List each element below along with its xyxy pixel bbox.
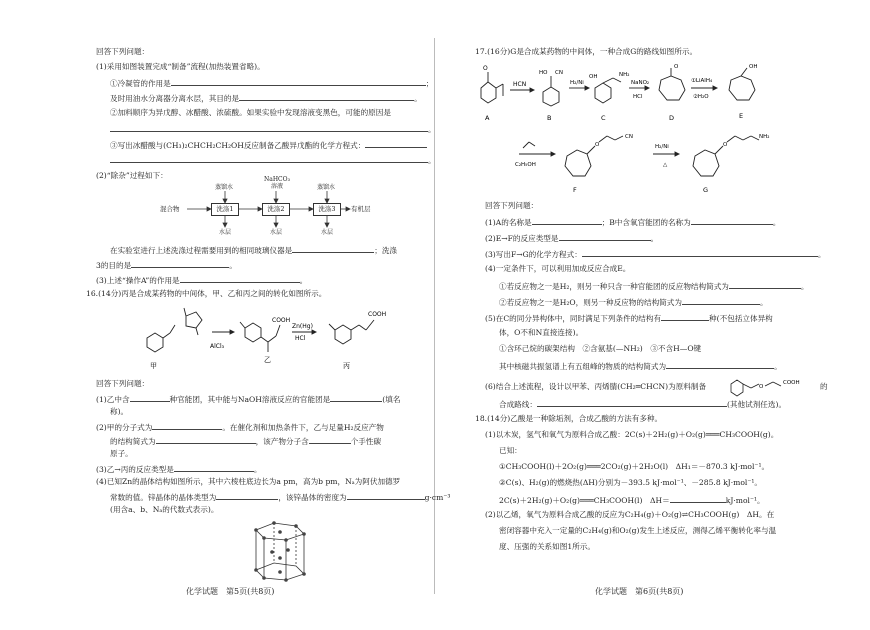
reagent-nano2: NaNO₂ xyxy=(631,80,650,86)
q18-p2: (2)以乙烯，氧气为原料合成乙酸的反应为C₂H₄(g)＋O₂(g)⇌CH₃COOH(g) ΔH。在 xyxy=(485,510,775,519)
page-footer: 化学试题 第5页(共8页) xyxy=(186,587,275,596)
flow-step-1: 洗涤1 xyxy=(211,203,239,216)
q1-stem: (1)采用如图装置完成“制备”流程(加热装置省略)。 xyxy=(96,62,265,71)
answer-blank[interactable] xyxy=(171,77,426,86)
q2-text1: 在实验室进行上述洗涤过程需要用到的相同玻璃仪器是 ；洗涤 xyxy=(110,246,398,255)
answer-blank[interactable] xyxy=(180,274,300,283)
q2-text2: 3的目的是 。 xyxy=(96,261,237,270)
water-layer-3: 水层 xyxy=(321,229,334,236)
q17-p3: (3)写出F→G的化学方程式： 。 xyxy=(485,250,826,259)
answer-blank[interactable] xyxy=(130,393,170,402)
b-cn: CN xyxy=(555,70,563,76)
answer-blank[interactable] xyxy=(670,494,726,503)
answer-blank[interactable] xyxy=(682,296,760,305)
q17-p2: (2)E→F的反应类型是 。 xyxy=(485,234,659,243)
answer-blank[interactable] xyxy=(309,435,351,444)
bing-cooh: COOH xyxy=(368,311,387,318)
answer-blank[interactable] xyxy=(110,154,428,163)
target-cooh: COOH xyxy=(783,380,800,386)
q16-p3: (3)乙→丙的反应类型是 。 xyxy=(96,465,262,474)
reagent-hcl: HCl xyxy=(295,335,306,342)
q16-intro: 回答下列问题： xyxy=(96,379,150,388)
b-ho: HO xyxy=(539,70,548,76)
q17-scheme-row2 xyxy=(515,126,815,198)
answer-blank[interactable] xyxy=(347,491,425,500)
q18-p1b: 已知： xyxy=(499,446,522,455)
answer-blank[interactable] xyxy=(537,398,727,407)
flow-step-2: 洗涤2 xyxy=(262,203,290,216)
q17-p5c: 体，O不和N直接连接)。 xyxy=(499,328,584,337)
answer-blank[interactable] xyxy=(330,393,382,402)
q1-c: ②加料顺序为异戊醇、冰醋酸、浓硫酸。如果实验中发现溶液变黑色，可能的原因是 xyxy=(110,108,391,117)
q1-d-blank: 。 xyxy=(110,154,436,166)
label-yi: 乙 xyxy=(264,356,271,364)
label-D: D xyxy=(669,114,675,122)
q17-header: 17.(16分)G是合成某药物的中间体，一种合成G的路线如图所示。 xyxy=(475,47,698,56)
label-G: G xyxy=(703,186,709,194)
q18-eq2: ②C(s)、H₂(g)的燃烧热(ΔH)分别为－393.5 kJ·mol⁻¹、－285.8 kJ·mol⁻¹。 xyxy=(499,478,762,487)
reagent-ethanol: C₂H₅OH xyxy=(515,162,536,168)
q3: (3)上述“操作A”的作用是 。 xyxy=(96,276,308,285)
answer-blank[interactable] xyxy=(216,491,278,500)
answer-blank[interactable] xyxy=(532,216,602,225)
c-nh2: NH₂ xyxy=(619,72,630,78)
answer-blank[interactable] xyxy=(691,216,773,225)
q17-p4: (4)一定条件下，可以利用加成反应合成E。 xyxy=(485,264,631,273)
label-C: C xyxy=(601,114,606,122)
q17-p4b: ②若反应物之一是H₂O，则另一种反应物的结构简式为 。 xyxy=(499,298,768,307)
target-o: O xyxy=(759,384,764,390)
reagent-3: 蒸馏水 xyxy=(317,184,336,191)
page-footer: 化学试题 第6页(共8页) xyxy=(595,587,684,596)
q17-intro: 回答下列问题： xyxy=(485,201,539,210)
reagent-alcl3: AlCl₃ xyxy=(210,343,225,350)
answer-blank[interactable] xyxy=(292,244,374,253)
answer-blank[interactable] xyxy=(365,139,427,148)
reagent-h2o: ②H₂O xyxy=(693,94,709,100)
f-o: O xyxy=(595,142,600,148)
answer-blank[interactable] xyxy=(239,92,414,101)
q18-header: 18.(14分)乙酸是一种除垢剂，合成乙酸的方法有多种。 xyxy=(475,414,663,423)
g-o: O xyxy=(723,142,728,148)
reagent-1: 蒸馏水 xyxy=(215,184,234,191)
c-oh: OH xyxy=(589,74,598,80)
d-o: O xyxy=(674,64,679,70)
q17-p1: (1)A的名称是 ；B中含氧官能团的名称为 。 xyxy=(485,218,781,227)
page-6 xyxy=(435,0,870,630)
q1-c-blank: 。 xyxy=(110,123,436,135)
reagent-lialh4: ①LiAlH₄ xyxy=(691,78,713,84)
q18-p1: (1)以木炭，氢气和氧气为原料合成乙酸：2C(s)＋2H₂(g)＋O₂(g)═══CH₃COOH(g)。 xyxy=(485,430,779,439)
q17-p5d: ①含环己烷的碳架结构 ②含氨基(—NH₂) ③不含H—O键 xyxy=(499,344,702,353)
water-layer-1: 水层 xyxy=(219,229,232,236)
f-cn: CN xyxy=(625,134,633,140)
q17-target-structure xyxy=(725,372,815,400)
q16-p2c: 的结构简式为 ，该产物分子含 个手性碳 xyxy=(110,437,382,446)
e-oh: OH xyxy=(749,64,758,70)
answer-blank[interactable] xyxy=(729,280,801,289)
answer-blank[interactable] xyxy=(110,123,428,132)
label-jia: 甲 xyxy=(150,362,157,370)
yi-cooh: COOH xyxy=(272,317,291,324)
q16-p2: (2)甲的分子式为 。在催化剂和加热条件下，乙与足量H₂反应产物 xyxy=(96,423,384,432)
reagent-h2ni-2: H₂/Ni xyxy=(655,144,669,150)
answer-blank[interactable] xyxy=(152,421,222,430)
reagent-znhg: Zn(Hg) xyxy=(292,323,313,330)
answer-blank[interactable] xyxy=(174,463,254,472)
q17-p5e: 其中核磁共振氢谱上有五组峰的物质的结构简式为 。 xyxy=(499,362,782,371)
q16-p4b: 常数的值。锌晶体的晶体类型为 ，该锌晶体的密度为 g·cm⁻³ xyxy=(110,493,451,502)
q1-d: ③写出冰醋酸与(CH₃)₂CHCH₂CH₂OH反应制备乙酸异戊酯的化学方程式： xyxy=(110,139,427,151)
g-nh2: NH₂ xyxy=(759,134,770,140)
q16-p2f: 原子。 xyxy=(110,449,133,458)
flow-step-3: 洗涤3 xyxy=(313,203,341,216)
q18-eq1: ①CH₃COOH(l)＋2O₂(g)═══2CO₂(g)＋2H₂O(l) ΔH₁＝－870.3 kJ·mol⁻¹。 xyxy=(499,462,770,471)
q16-header: 16.(14分)丙是合成某药物的中间体，甲、乙和丙之间的转化如图所示。 xyxy=(86,289,327,298)
q16-p4e: (用含a、b、Nₐ的代数式表示)。 xyxy=(110,505,219,514)
a-o-label: O xyxy=(483,65,488,72)
reagent-heat: △ xyxy=(663,162,668,168)
answer-blank[interactable] xyxy=(156,435,256,444)
reagent-hcn: HCN xyxy=(513,81,527,88)
answer-blank[interactable] xyxy=(666,360,774,369)
intro-text: 回答下列问题： xyxy=(96,47,150,56)
q16-p1: (1)乙中含 种官能团，其中能与NaOH溶液反应的官能团是 (填名 xyxy=(96,395,401,404)
reagent-h2ni: H₂/Ni xyxy=(570,80,584,86)
q16-p4: (4)已知Zn的晶体结构如图所示，其中六棱柱底边长为a pm，高为b pm，Nₐ为阿伏加德罗 xyxy=(96,477,401,486)
water-layer-2: 水层 xyxy=(270,229,283,236)
label-E: E xyxy=(739,112,744,120)
q1-a: ①冷凝管的作用是 ； xyxy=(110,79,434,88)
answer-blank[interactable] xyxy=(661,312,709,321)
q17-p6b: 的 xyxy=(820,382,828,391)
label-B: B xyxy=(547,114,552,122)
q2-stem: (2)“除杂”过程如下： xyxy=(96,171,168,180)
q17-p6: (6)结合上述流程，设计以甲苯、丙烯腈(CH₂═CHCN)为原料制备 xyxy=(485,382,707,391)
q18-p2c: 度、压强的关系如图1所示。 xyxy=(499,542,595,551)
zn-crystal-figure xyxy=(244,518,314,588)
q1-b: 及时用油水分离器分离水层，其目的是 。 xyxy=(110,94,422,103)
q16-p1d: 称)。 xyxy=(110,407,129,416)
washing-flow-diagram xyxy=(160,176,380,236)
label-A: A xyxy=(485,114,490,122)
answer-blank[interactable] xyxy=(559,232,651,241)
answer-blank[interactable] xyxy=(131,259,229,268)
answer-blank[interactable] xyxy=(582,248,818,257)
flow-start: 混合物 xyxy=(160,205,180,213)
q17-p4a: ①若反应物之一是H₂，则另一种只含一种官能团的反应物结构简式为 。 xyxy=(499,282,809,291)
flow-end: 有机层 xyxy=(351,205,371,213)
q18-eq3: 2C(s)＋2H₂(g)＋O₂(g)═══CH₃COOH(l) ΔH＝ kJ·mol⁻¹。 xyxy=(499,496,765,505)
q17-scheme-row1 xyxy=(473,58,868,124)
reagent-hcl: HCl xyxy=(633,94,643,100)
q17-p6c: 合成路线： (其他试剂任选)。 xyxy=(499,400,787,409)
q17-p5: (5)在C的同分异构体中，同时满足下列条件的结构有 种(不包括立体异构 xyxy=(485,314,773,323)
q16-scheme xyxy=(130,300,430,370)
q18-p2b: 密闭容器中充入一定量的C₂H₄(g)和O₂(g)发生上述反应，测得乙烯平衡转化率与温 xyxy=(499,526,777,535)
label-F: F xyxy=(573,186,577,194)
reagent-2: NaHCO₃溶液 xyxy=(264,176,290,190)
label-bing: 丙 xyxy=(343,362,350,370)
